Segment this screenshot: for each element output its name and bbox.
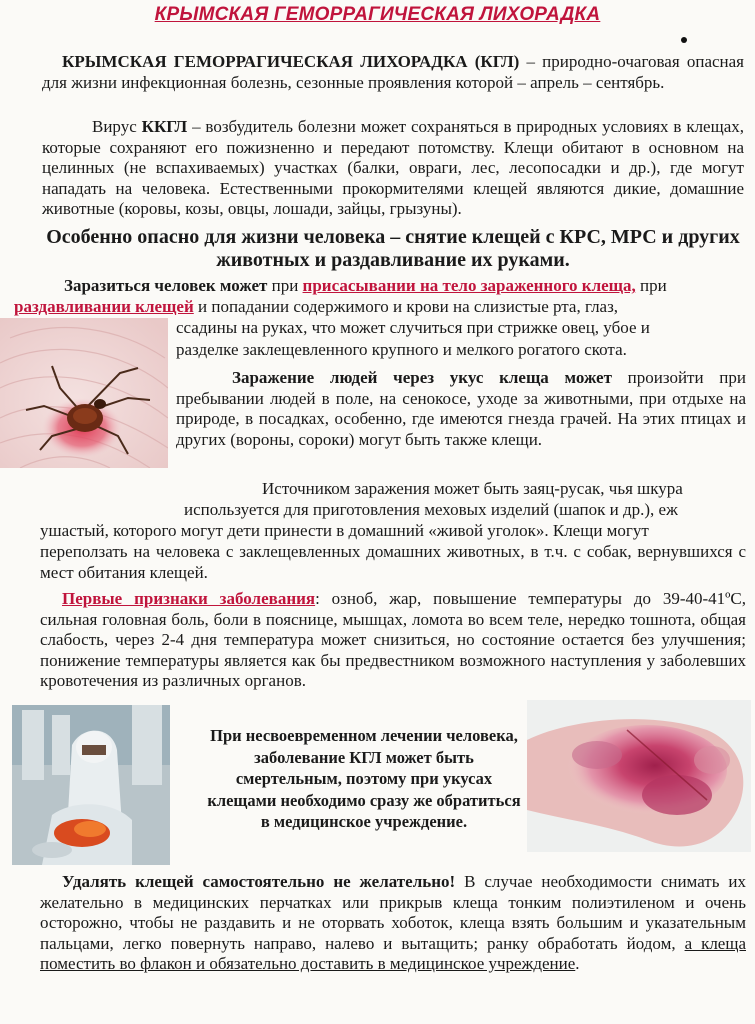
paragraph-intro	[42, 52, 744, 93]
warning-heading: Особенно опасно для жизни человека – снятие клещей с КРС, МРС и других животных и раздавливание их руками.	[46, 226, 740, 271]
paragraph-virus	[42, 117, 744, 220]
removal-end: .	[575, 954, 580, 973]
paragraph-removal	[40, 872, 746, 975]
infection-bold: Заразиться человек может	[64, 276, 268, 295]
infection-red-link-1: присасывании на тело зараженного клеща,	[302, 276, 636, 295]
paragraph-source-line3: ушастый, которого могут дети принести в домашний «живой уголок». Клещи могут	[40, 521, 649, 540]
removal-rest: В случае необходимости снимать их желательно в медицинских перчатках или прикрыв клеща тонким полиэтиленом и очень осторожно, чтобы не раздавить и не оторвать хоботок, клеща взять большим и указательным пальцами, легко повернуть направо, налево и вытащить; ранку обработать йодом,	[40, 872, 746, 953]
decorative-dot	[681, 37, 687, 43]
bruised-arm-photo	[527, 700, 751, 852]
paragraph-intro-rest: – природно-очаговая опасная для жизни инфекционная болезнь, сезонные проявления которой – апрель – сентябрь.	[42, 52, 744, 92]
paragraph-source-line2: используется для приготовления меховых изделий (шапок и др.), еж	[184, 500, 678, 519]
tick-bite-rest: произойти при пребывании людей в поле, на сенокосе, уходе за животными, при отдыхе на природе, в посадках, особенно, где имеются гнезда грачей. На этих птицах и других (вороны, сороки) могут быть также клещи.	[176, 368, 746, 449]
paragraph-symptoms	[40, 589, 746, 692]
page-title: КРЫМСКАЯ ГЕМОРРАГИЧЕСКАЯ ЛИХОРАДКА	[154, 4, 601, 25]
warning-center-box: При несвоевременном лечении человека, заболевание КГЛ может быть смертельным, поэтому при укусах клещами необходимо сразу же обратиться в медицинское учреждение.	[207, 726, 521, 831]
paragraph-infection-line4: разделке заклещевленного крупного и мелкого рогатого скота.	[176, 340, 627, 359]
infection-mid2: при	[635, 276, 667, 295]
medical-worker-photo	[12, 705, 170, 865]
symptoms-rest: : озноб, жар, повышение температуры до 39-40-41ºС, сильная головная боль, боли в пояснице, мышцах, ломота во всем теле, нередко тошнота, общая слабость, через 2-4 дня температура может снизиться, но состояние остается без улучшения; понижение температуры является как бы предвестником возможного наступления у заболевших кровотечения из различных органов.	[40, 589, 746, 690]
removal-underlined: а клеща поместить во флакон и обязательно доставить в медицинское учреждение	[40, 933, 746, 973]
paragraph-source-rest: переползать на человека с заклещевленных домашних животных, в т.ч. с собак, вернувшихся с мест обитания клещей.	[40, 542, 746, 582]
paragraph-tick-bite	[176, 368, 746, 450]
infection-line2-rest: и попадании содержимого и крови на слизистые рта, глаз,	[193, 297, 619, 316]
symptoms-red-label: Первые признаки заболевания	[62, 589, 316, 608]
infection-red-link-2: раздавливании клещей	[14, 297, 194, 316]
paragraph-source-line1: Источником заражения может быть заяц-русак, чья шкура	[262, 479, 683, 498]
paragraph-virus-bold: ККГЛ	[141, 117, 188, 136]
paragraph-virus-rest: – возбудитель болезни может сохраняться в природных условиях в клещах, которые сохраняют его пожизненно и передают потомству. Клещи обитают в основном на целинных (не вспахиваемых) участках (балки, овраги, лес, лесопосадки и др.), где могут нападать на человека. Естественными прокормителями клещей являются дикие, домашние животные (коровы, козы, овцы, лошади, зайцы, грызуны).	[42, 117, 744, 218]
paragraph-infection-lines	[14, 276, 746, 297]
tick-on-skin-photo	[0, 318, 168, 468]
paragraph-intro-lead: КРЫМСКАЯ ГЕМОРРАГИЧЕСКАЯ ЛИХОРАДКА (КГЛ)	[62, 52, 520, 71]
infection-mid: при	[267, 276, 303, 295]
removal-bold: Удалять клещей самостоятельно не желательно!	[62, 872, 456, 891]
paragraph-virus-pre: Вирус	[92, 117, 142, 136]
paragraph-infection-line3: ссадины на руках, что может случиться при стрижке овец, убое и	[176, 318, 650, 337]
tick-bite-bold: Заражение людей через укус клеща может	[232, 368, 612, 387]
paragraph-infection-line2	[14, 297, 746, 318]
